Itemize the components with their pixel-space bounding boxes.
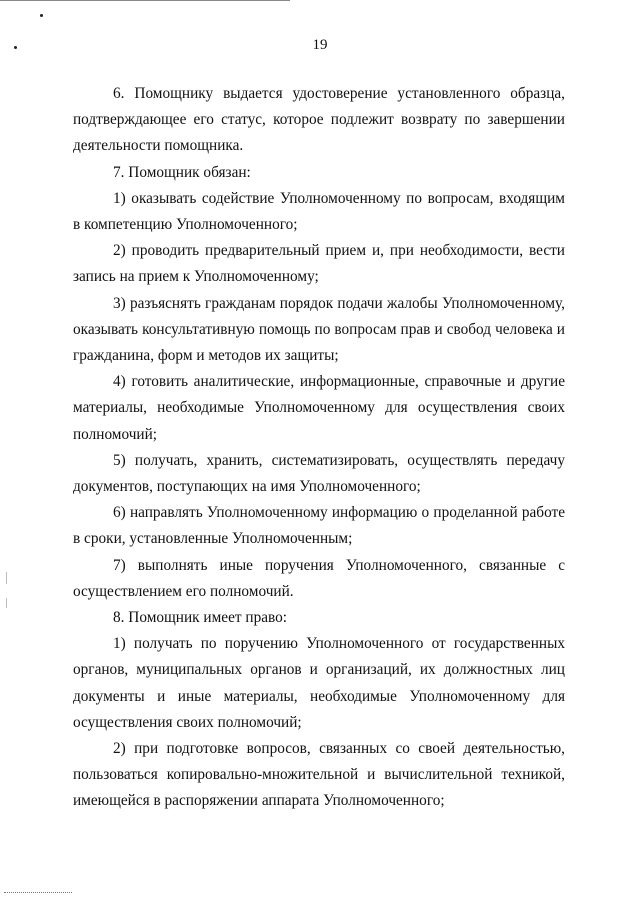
page-number: 19: [312, 37, 328, 53]
document-body: [73, 81, 565, 815]
paragraph-7-heading: 7. Помощник обязан:: [113, 163, 251, 181]
paragraph-7-item-3: 3) разъяснять гражданам порядок подачи жалобы Уполномоченному, оказывать консультативную помощь по вопросам прав и свобод человека и гражданина, форм и методов их защиты;: [73, 294, 565, 365]
paragraph-8-item-1: 1) получать по поручению Уполномоченного от государственных органов, муниципальных органов и организаций, их должностных лиц документы и иные материалы, необходимые Уполномоченному для осуществления своих полномочий;: [73, 635, 565, 731]
scan-margin-mark: [6, 572, 7, 584]
paragraph-7-item-1: 1) оказывать содействие Уполномоченному по вопросам, входящим в компетенцию Уполномоченного;: [73, 189, 565, 234]
scan-edge-line: [0, 0, 290, 1]
paragraph-6: 6. Помощнику выдается удостоверение установленного образца, подтверждающее его статус, которое подлежит возврату по завершении деятельности помощника.: [73, 85, 565, 155]
paragraph-7-item-5: 5) получать, хранить, систематизировать, осуществлять передачу документов, поступающих на имя Уполномоченного;: [73, 451, 565, 496]
paragraph-7-item-6: 6) направлять Уполномоченному информацию о проделанной работе в сроки, установленные Уполномоченным;: [73, 504, 565, 548]
paragraph-7-item-2: 2) проводить предварительный прием и, при необходимости, вести запись на прием к Уполномоченному;: [73, 242, 565, 286]
scan-margin-mark: [6, 598, 7, 608]
scan-speck: [40, 14, 43, 17]
paragraph-7-item-7: 7) выполнять иные поручения Уполномоченного, связанные с осуществлением его полномочий.: [73, 556, 565, 600]
paragraph-8-heading: 8. Помощник имеет право:: [113, 609, 288, 627]
paragraph-8-item-2: 2) при подготовке вопросов, связанных со своей деятельностью, пользоваться копировально-множительной и вычислительной техникой, имеющейся в распоряжении аппарата Уполномоченного;: [73, 740, 565, 810]
scan-bottom-mark: [4, 892, 72, 896]
paragraph-7-item-4: 4) готовить аналитические, информационные, справочные и другие материалы, необходимые Уполномоченному для осуществления своих полномочий;: [73, 373, 565, 443]
